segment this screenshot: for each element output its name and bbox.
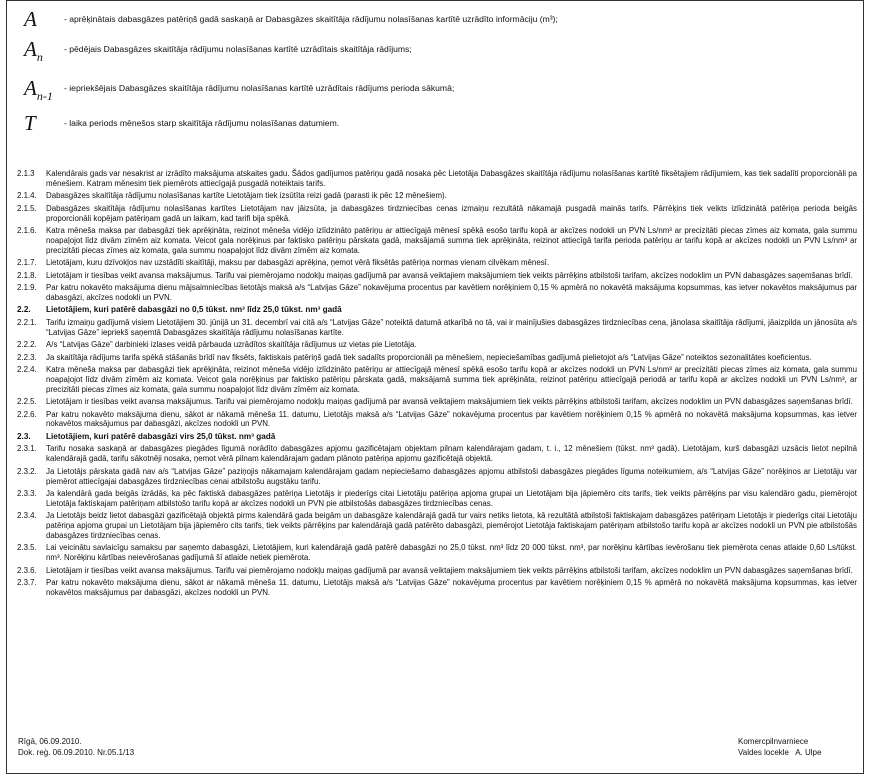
clause-text: Ja kalendārā gada beigās izrādās, ka pēc faktiskā dabasgāzes patēriņa Lietotājs ir piederīgs citai Lietotāju patēriņa apjoma grupai un Lietotājam bija jāpiemēro cits tarifs, tiek veikts pārrēķins par visu kalendāro gadu, piemērojot Lietotāja faktiskajam patēriņam atbilstošo tarifu kopā ar akcīzes nodokli un PVN pie atbilstošās dabasgāzes tirdzniecības cenas. [46, 489, 857, 508]
clause-item [17, 271, 857, 281]
clause-number: 2.1.9. [17, 283, 37, 293]
clause-text: Katra mēneša maksa par dabasgāzi tiek aprēķināta, reizinot mēneša vidējo izlīdzināto patēriņu ar attiecīgajā mēnesī spēkā esošo tarifu kopā ar akcīzes nodokli un PVN Ls/nm³ ar precizitāti piecas zīmes aiz komata, gala summu noapaļojot līdz divām zīmēm aiz komata. Veicot gala norēķinus par faktisko patēriņu pārskata gadā, maksājamā summa tiek aprēķināta, reizinot attiecīgā tarifa perioda patēriņu ar tarifu kopā ar akcīzes nodokli un PVN Ls/nm³ ar precizitāti piecas zīmes aiz komata, gala summu noapaļojot līdz divām zīmēm aiz komata. [46, 226, 857, 255]
clause-number: 2.2.4. [17, 365, 37, 375]
clause-item [17, 397, 857, 407]
clause-number: 2.1.8. [17, 270, 37, 280]
footer-left [18, 737, 134, 758]
clause-item [17, 543, 857, 563]
legend-row-t [24, 108, 339, 138]
legend-symbol: T [24, 110, 36, 135]
legend-text: - iepriekšējais Dabasgāzes skaitītāja rādījumu nolasīšanas kartītē uzrādītais rādījums perioda sākumā; [64, 83, 455, 93]
clause-text: Lietotājiem, kuri patērē dabasgāzi virs 25,0 tūkst. nm³ gadā [46, 431, 276, 441]
document-registration: Dok. reģ. 06.09.2010. Nr.05.1/13 [18, 747, 135, 757]
clause-text: Kalendārais gads var nesakrist ar izrādīto maksājuma atskaites gadu. Šādos gadījumos patēriņu gadā nosaka pēc Lietotāja Dabasgāzes skaitītāja rādījumu nolasīšanas kartītē fiksētajiem rādījumiem, kas tiek sadalīti proporcionāli pa mēnešiem. Katram mēnesim tiek piemērots attiecīgajā pusgadā noteiktais tarifs. [46, 169, 857, 188]
legend-text: - laika periods mēnešos starp skaitītāja rādījumu nolasīšanas datumiem. [64, 118, 340, 128]
clause-text: Par katru nokavēto maksājuma dienu, sākot ar nākamā mēneša 11. datumu, Lietotājs maksā a/s “Latvijas Gāze” nokavējuma procentus par kavētiem norēķiniem 0,15 % apmērā no nokavētā maksājuma kopsummas, kas ietver nokavētos maksājumus par dabasgāzi, akcīzes nodokli un PVN. [46, 578, 857, 597]
clause-item [17, 226, 857, 255]
clause-item [17, 340, 857, 350]
clause-text: Par katru nokavēto maksājuma dienu mājsaimniecības lietotājs maksā a/s “Latvijas Gāze” nokavējuma procentus par kavētiem norēķiniem 0,15 % apmērā no nokavētā maksājuma kopsummas, kas ietver nokavētos maksājumus par dabasgāzi, akcīzes nodokli un PVN. [46, 283, 857, 302]
clause-number: 2.2.1. [17, 317, 37, 327]
clause-number: 2.2.3. [17, 352, 37, 362]
clause-text: Dabasgāzes skaitītāja rādījumu nolasīšanas kartīte Lietotājam tiek izsūtīta reizi gadā (parasti ik pēc 12 mēnešiem). [46, 191, 447, 201]
legend-text: - aprēķinātais dabasgāzes patēriņš gadā saskaņā ar Dabasgāzes skaitītāja rādījumu nolasīšanas kartītē uzrādīto informāciju (m³); [64, 14, 558, 24]
clause-number: 2.3.1. [17, 444, 37, 454]
clause-number: 2.3.6. [17, 565, 37, 575]
clause-number: 2.3.4. [17, 511, 37, 521]
clause-text: Katra mēneša maksa par dabasgāzi tiek aprēķināta, reizinot mēneša vidējo izlīdzināto patēriņu ar attiecīgajā mēnesī spēkā esošo tarifu kopā ar akcīzes nodokli un PVN Ls/nm³ ar precizitāti piecas zīmes aiz komata, gala summu noapaļojot līdz divām zīmēm aiz komata. Veicot gala norēķinus par faktisko patēriņu pārskata gadā, maksājamā summa tiek aprēķināta, reizinot patēriņu attiecīgajā periodā ar tarifu kopā ar akcīzes nodokli un PVN Ls/nm³, ar precizitāti piecas zīmes aiz komata, gala summu noapaļojot līdz divām zīmēm aiz komata. [46, 365, 857, 394]
clause-number: 2.3. [17, 431, 31, 441]
clause-text: Lietotājam, kuru dzīvokļos nav uzstādīti skaitītāji, maksu par dabasgāzi aprēķina, ņemot vērā fiksētās patēriņa normas vienam cilvēkam mēnesī. [46, 258, 550, 268]
clause-number: 2.2.2. [17, 340, 37, 350]
clause-number: 2.1.6. [17, 226, 37, 236]
clause-number: 2.3.3. [17, 489, 37, 498]
clause-number: 2.1.5. [17, 203, 37, 213]
clause-text: Lietotājam ir tiesības veikt avansa maksājumus. Tarifu vai piemērojamo nodokļu maiņas gadījumā par avansā veiktajiem maksājumiem tiek veikts pārrēķins atbilstoši tarifam, akcīzes nodoklim un PVN dabasgāzes saņemšanas brīdī. [46, 270, 853, 280]
signatory-name: Valdes locekle A. Ulpe [738, 747, 822, 757]
legend-row-an-1 [24, 73, 454, 103]
clause-item [17, 410, 857, 430]
legend-symbol: $A_{n-1}$ [24, 75, 53, 103]
clause-number: 2.1.4. [17, 191, 37, 201]
clause-item [17, 204, 857, 224]
clause-number: 2.3.5. [17, 543, 37, 553]
clause-item [17, 489, 857, 509]
clause-text: Tarifu nosaka saskaņā ar dabasgāzes piegādes līgumā norādīto dabasgāzes apjomu gazificētajam objektam pilnam kalendārajam gadam, t. i., 12 mēnešiem (tūkst. nm³ gadā). Lietotājam, kurš dabasgāzi uzsācis lietot nepilnā kalendārajā gadā, tarifu sākotnēji nosaka, ņemot vērā pilnam kalendārajam gadam plānoto patēriņa apjomu gazificētajā objektā. [46, 444, 857, 464]
clause-item [17, 365, 857, 394]
clause-list [17, 169, 857, 600]
clause-number: 2.3.7. [17, 578, 37, 588]
clause-number: 2.1.3 [17, 169, 35, 178]
clause-item [17, 353, 857, 363]
clause-text: A/s “Latvijas Gāze” darbinieki izlases veidā pārbauda uzrādītos skaitītāja rādījumus uz vietas pie Lietotāja. [46, 340, 417, 350]
section-heading [17, 432, 857, 442]
clause-text: Lietotājiem, kuri patērē dabasgāzi no 0,5 tūkst. nm³ līdz 25,0 tūkst. nm³ gadā [46, 305, 342, 315]
legend-symbol: $A_n$ [24, 36, 43, 64]
place-date: Rīgā, 06.09.2010. [18, 737, 82, 746]
clause-text: Ja Lietotājs pārskata gadā nav a/s “Latvijas Gāze” paziņojis nākamajam kalendārajam gadam nepieciešamo dabasgāzes apjomu atbilstoši dabasgāzes piegādes līguma noteikumiem, a/s “Latvijas Gāze” norēķinos ar Lietotāju var piemērot attiecīgajai dabasgāzes tirdzniecības cenai atbilstošu augstāku tarifu. [46, 466, 857, 486]
legend-row-an [24, 34, 412, 64]
clause-number: 2.2.6. [17, 409, 37, 419]
clause-text: Dabasgāzes skaitītāja rādījumu nolasīšanas kartītes Lietotājam nav jāizsūta, ja dabasgāzes tirdzniecības cenas izmaiņu rezultātā nākamajā pusgadā mainās tarifs. Pārrēķins tiek veikts izlīdzinātā patēriņa perioda beigās proporcionāli kopējam patēriņam gadā un laikam, kad tarifi bija spēkā. [46, 203, 857, 223]
clause-item [17, 444, 857, 464]
clause-number: 2.2. [17, 305, 31, 315]
clause-number: 2.1.7. [17, 258, 37, 268]
clause-text: Lietotājam ir tiesības veikt avansa maksājumus. Tarifu vai piemērojamo nodokļu maiņas gadījumā par avansā veiktajiem maksājumiem tiek veikts pārrēķins atbilstoši tarifam, akcīzes nodoklim un PVN dabasgāzes saņemšanas brīdī. [46, 565, 853, 575]
clause-item [17, 318, 857, 338]
clause-text: Par katru nokavēto maksājuma dienu, sākot ar nākamā mēneša 11. datumu, Lietotājs maksā a/s “Latvijas Gāze” nokavējuma procentus par kavētiem norēķiniem 0,15 % apmērā no nokavētā maksājuma kopsummas, kas ietver nokavētos maksājumus par dabasgāzi, akcīzes nodokli un PVN. [46, 409, 857, 429]
legend-symbol: A [24, 6, 37, 31]
clause-item [17, 511, 857, 540]
signatory-position: Komercpilnvarniece [738, 737, 809, 746]
clause-item [17, 169, 857, 189]
clause-item [17, 258, 857, 268]
clause-text: Ja Lietotājs beidz lietot dabasgāzi gazificētajā objektā pirms kalendārā gada beigām un dabasgāze kalendārajā gadā tur vairs netiks lietota, kā rezultātā atbilstoši faktiskajam dabasgāzes patēriņam Lietotājs ir piederīgs citai Lietotāju patēriņa apjoma grupai un Lietotājam bija jāpiemēro cits tarifs, tiek veikts pārrēķins par kalendārajā gadā patērēto dabasgāzi, piemērojot Lietotāja faktiskajam patēriņam atbilstošo tarifu kopā ar akcīzes nodokli un PVN pie atbilstošās dabasgāzes tirdzniecības cenas. [46, 511, 857, 540]
clause-text: Lai veicinātu savlaicīgu samaksu par saņemto dabasgāzi, Lietotājiem, kuri kalendārajā gadā patērē dabasgāzi no 25,0 tūkst. nm³ līdz 20 000 tūkst. nm³, par norēķinu kārtības ievērošanu tiek piemērota cenas atlaide 0,60 Ls/tūkst. nm³. Norēķinu kārtības neievērošanas gadījumā šī atlaide netiek piemērota. [46, 543, 857, 563]
clause-text: Lietotājam ir tiesības veikt avansa maksājumus. Tarifu vai piemērojamo nodokļu maiņas gadījumā par avansā veiktajiem maksājumiem tiek veikts pārrēķins atbilstoši tarifam, akcīzes nodoklim un PVN dabasgāzes saņemšanas brīdī. [46, 397, 853, 407]
clause-text: Ja skaitītāja rādījums tarifa spēkā stāšanās brīdī nav fiksēts, faktiskais patēriņš gadā tiek sadalīts proporcionāli pa mēnešiem, nepieciešamības gadījumā pielietojot a/s “Latvijas Gāze” noteiktos sezonalitātes koeficientus. [46, 352, 812, 362]
clause-text: Tarifu izmaiņu gadījumā visiem Lietotājiem 30. jūnijā un 31. decembrī vai citā a/s “Latvijas Gāze” noteiktā datumā atkarībā no tā, vai ir mainījušies dabasgāzes tirdzniecības cena, jānolasa skaitītāja rādījumi, jāaizpilda un jānosūta a/s “Latvijas Gāze” iepriekš saņemtā Dabasgāzes skaitītāja rādījumu nolasīšanas kartīte. [46, 317, 857, 337]
clause-item [17, 191, 857, 201]
clause-item [17, 578, 857, 598]
legend-row-a [24, 4, 558, 34]
clause-number: 2.3.2. [17, 466, 37, 476]
clause-item [17, 283, 857, 303]
clause-item [17, 566, 857, 576]
footer-signature [738, 737, 821, 758]
section-heading [17, 305, 857, 315]
clause-number: 2.2.5. [17, 397, 37, 407]
clause-item [17, 467, 857, 487]
legend-text: - pēdējais Dabasgāzes skaitītāja rādījumu nolasīšanas kartītē uzrādītais skaitītāja rādījums; [64, 44, 412, 54]
